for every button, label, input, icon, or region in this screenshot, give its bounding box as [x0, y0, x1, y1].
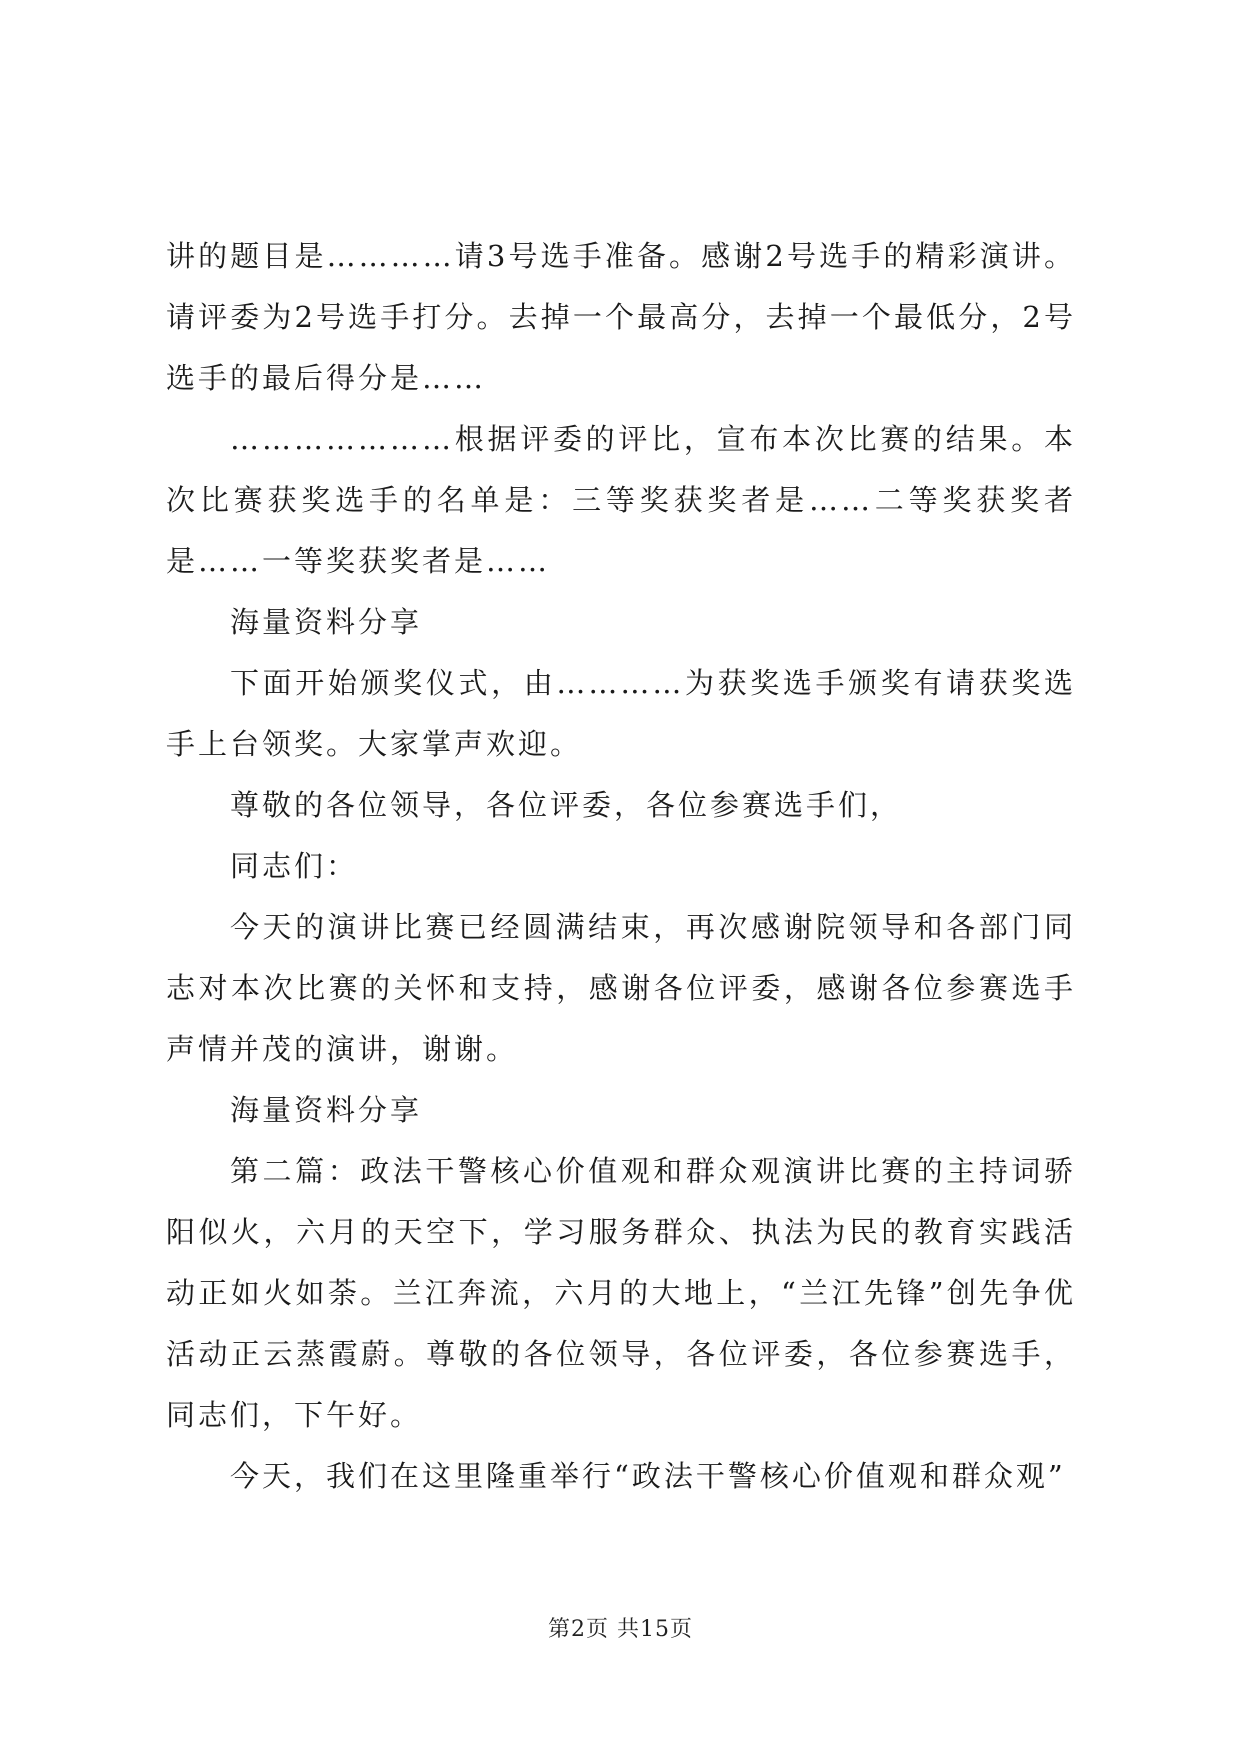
- paragraph: 尊敬的各位领导，各位评委，各位参赛选手们，: [230, 788, 903, 822]
- paragraph: 下面开始颁奖仪式，由…………为获奖选手颁奖有请获奖选手上台领奖。大家掌声欢迎。: [166, 666, 1076, 761]
- paragraph: 今天的演讲比赛已经圆满结束，再次感谢院领导和各部门同志对本次比赛的关怀和支持，感谢各位评委，感谢各位参赛选手声情并茂的演讲，谢谢。: [166, 910, 1076, 1066]
- paragraph: 同志们：: [230, 849, 359, 883]
- paragraph: 讲的题目是…………请3号选手准备。感谢2号选手的精彩演讲。请评委为2号选手打分。去掉一个最高分，去掉一个最低分，2号选手的最后得分是……: [166, 239, 1076, 395]
- document-body: [166, 226, 1076, 1507]
- paragraph: 海量资料分享: [230, 605, 423, 639]
- paragraph: 海量资料分享: [230, 1093, 423, 1127]
- paragraph: 第二篇：政法干警核心价值观和群众观演讲比赛的主持词骄阳似火，六月的天空下，学习服务群众、执法为民的教育实践活动正如火如荼。兰江奔流，六月的大地上，“兰江先锋”创先争优活动正云蒸霞蔚。尊敬的各位领导，各位评委，各位参赛选手，同志们，下午好。: [166, 1154, 1076, 1432]
- paragraph: 今天，我们在这里隆重举行“政法干警核心价值观和群众观”: [230, 1459, 1066, 1493]
- page-footer: 第2页 共15页: [548, 1617, 693, 1642]
- paragraph: …………………根据评委的评比，宣布本次比赛的结果。本次比赛获奖选手的名单是：三等奖获奖者是……二等奖获奖者是……一等奖获奖者是……: [166, 422, 1076, 578]
